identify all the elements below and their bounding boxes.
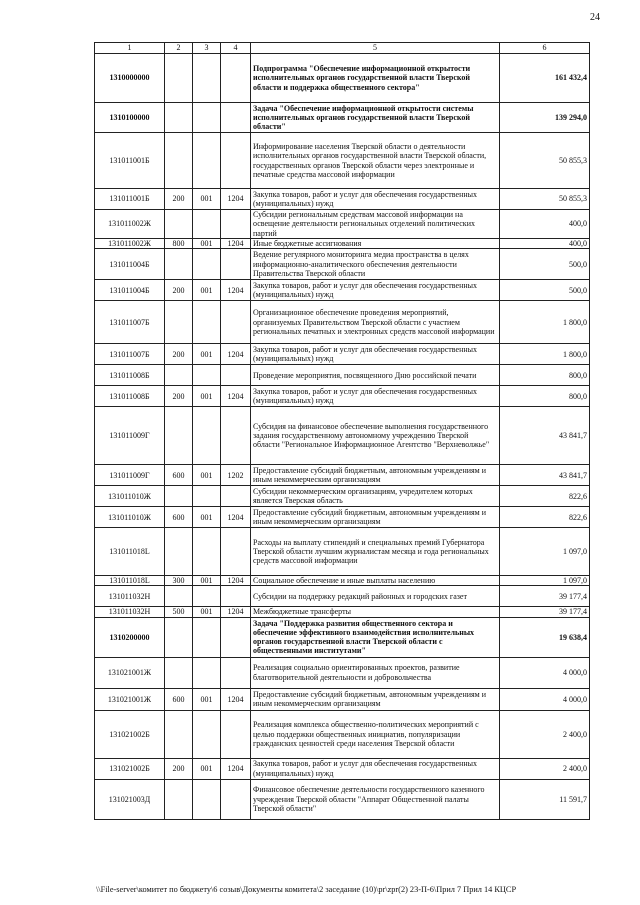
expense-type-cell: 200 [165,758,193,779]
description-cell: Информирование населения Тверской области о деятельности исполнительных органов государственной власти Тверской области, государственных органов Тверской области через электронные и печатные средства массовой информации [251,133,500,189]
kcsr-code-cell: 131011009Г [95,407,165,465]
kcsr-code-cell: 131011001Б [95,133,165,189]
kcsr-code-cell: 131021003Д [95,779,165,819]
table-row [95,133,590,189]
kcsr-code-cell: 131011032Н [95,607,165,617]
department-code-cell [193,133,221,189]
table-row [95,617,590,657]
amount-cell: 1 800,0 [500,301,590,344]
amount-cell: 43 841,7 [500,407,590,465]
section-code-cell: 1204 [221,758,251,779]
kcsr-code-cell: 131011007Б [95,301,165,344]
table-row [95,710,590,758]
section-code-cell [221,617,251,657]
section-code-cell [221,249,251,280]
expense-type-cell [165,133,193,189]
table-row [95,54,590,103]
section-code-cell [221,407,251,465]
description-cell: Задача "Обеспечение информационной открытости системы исполнительных органов государственной власти Тверской области" [251,103,500,133]
department-code-cell [193,301,221,344]
description-cell: Межбюджетные трансферты [251,607,500,617]
description-cell: Закупка товаров, работ и услуг для обеспечения государственных (муниципальных) нужд [251,386,500,407]
expense-type-cell [165,103,193,133]
section-code-cell [221,586,251,607]
table-row [95,249,590,280]
amount-cell: 139 294,0 [500,103,590,133]
amount-cell: 1 097,0 [500,528,590,576]
header-col-4: 4 [221,43,251,54]
department-code-cell [193,657,221,688]
department-code-cell [193,486,221,507]
expense-type-cell [165,710,193,758]
description-cell: Закупка товаров, работ и услуг для обеспечения государственных (муниципальных) нужд [251,280,500,301]
description-cell: Задача "Поддержка развития общественного сектора и обеспечение эффективного взаимодействия исполнительных органов государственной власти Тверской области с общественными институтами" [251,617,500,657]
amount-cell: 1 800,0 [500,344,590,365]
section-code-cell [221,54,251,103]
description-cell: Закупка товаров, работ и услуг для обеспечения государственных (муниципальных) нужд [251,189,500,210]
section-code-cell: 1202 [221,465,251,486]
department-code-cell: 001 [193,507,221,528]
amount-cell: 500,0 [500,280,590,301]
table-row [95,486,590,507]
section-code-cell: 1204 [221,344,251,365]
description-cell: Субсидии региональным средствам массовой информации на освещение деятельности региональных отделений политических партий [251,210,500,239]
kcsr-code-cell: 131011018L [95,528,165,576]
expense-type-cell: 200 [165,386,193,407]
table-row [95,407,590,465]
department-code-cell [193,528,221,576]
kcsr-code-cell: 131021002Б [95,758,165,779]
description-cell: Предоставление субсидий бюджетным, автономным учреждениям и иным некоммерческим организациям [251,507,500,528]
description-cell: Иные бюджетные ассигнования [251,239,500,249]
table-row [95,239,590,249]
section-code-cell [221,486,251,507]
table-row [95,688,590,710]
amount-cell: 500,0 [500,249,590,280]
amount-cell: 39 177,4 [500,607,590,617]
amount-cell: 822,6 [500,486,590,507]
table-row [95,103,590,133]
expense-type-cell [165,210,193,239]
expense-type-cell [165,617,193,657]
amount-cell: 4 000,0 [500,657,590,688]
amount-cell: 822,6 [500,507,590,528]
department-code-cell: 001 [193,758,221,779]
amount-cell: 11 591,7 [500,779,590,819]
table-row [95,189,590,210]
section-code-cell [221,103,251,133]
expense-type-cell: 200 [165,189,193,210]
section-code-cell: 1204 [221,386,251,407]
expense-type-cell: 600 [165,465,193,486]
department-code-cell [193,54,221,103]
kcsr-code-cell: 131021002Б [95,710,165,758]
expense-type-cell [165,779,193,819]
kcsr-code-cell: 131011008Б [95,386,165,407]
expense-type-cell: 800 [165,239,193,249]
description-cell: Подпрограмма "Обеспечение информационной открытости исполнительных органов государственной власти Тверской области и поддержка общественного сектора" [251,54,500,103]
table-row [95,528,590,576]
description-cell: Организационное обеспечение проведения мероприятий, организуемых Правительством Тверской области с участием региональных печатных и электронных средств массовой информации [251,301,500,344]
description-cell: Закупка товаров, работ и услуг для обеспечения государственных (муниципальных) нужд [251,344,500,365]
section-code-cell [221,528,251,576]
section-code-cell: 1204 [221,576,251,586]
amount-cell: 400,0 [500,239,590,249]
expense-type-cell [165,657,193,688]
expense-type-cell [165,486,193,507]
kcsr-code-cell: 131011001Б [95,189,165,210]
kcsr-code-cell: 131011007Б [95,344,165,365]
department-code-cell [193,103,221,133]
department-code-cell [193,365,221,386]
header-col-6: 6 [500,43,590,54]
table-row [95,365,590,386]
amount-cell: 19 638,4 [500,617,590,657]
department-code-cell: 001 [193,607,221,617]
description-cell: Закупка товаров, работ и услуг для обеспечения государственных (муниципальных) нужд [251,758,500,779]
section-code-cell: 1204 [221,688,251,710]
section-code-cell [221,301,251,344]
section-code-cell [221,133,251,189]
amount-cell: 39 177,4 [500,586,590,607]
department-code-cell [193,586,221,607]
amount-cell: 1 097,0 [500,576,590,586]
table-row [95,607,590,617]
department-code-cell: 001 [193,189,221,210]
description-cell: Реализация комплекса общественно-политических мероприятий с целью поддержки общественных инициатив, популяризации гражданских ценностей среди населения Тверской области [251,710,500,758]
section-code-cell: 1204 [221,607,251,617]
department-code-cell: 001 [193,688,221,710]
amount-cell: 50 855,3 [500,133,590,189]
section-code-cell [221,779,251,819]
description-cell: Финансовое обеспечение деятельности государственного казенного учреждения Тверской области "Аппарат Общественной палаты Тверской области" [251,779,500,819]
expense-type-cell [165,528,193,576]
description-cell: Субсидии на поддержку редакций районных и городских газет [251,586,500,607]
header-col-3: 3 [193,43,221,54]
amount-cell: 50 855,3 [500,189,590,210]
expense-type-cell [165,54,193,103]
department-code-cell: 001 [193,239,221,249]
kcsr-code-cell: 131011009Г [95,465,165,486]
department-code-cell: 001 [193,386,221,407]
amount-cell: 161 432,4 [500,54,590,103]
department-code-cell [193,407,221,465]
section-code-cell: 1204 [221,239,251,249]
kcsr-code-cell: 131011010Ж [95,507,165,528]
description-cell: Предоставление субсидий бюджетным, автономным учреждениям и иным некоммерческим организациям [251,688,500,710]
amount-cell: 2 400,0 [500,758,590,779]
department-code-cell: 001 [193,280,221,301]
description-cell: Предоставление субсидий бюджетным, автономным учреждениям и иным некоммерческим организациям [251,465,500,486]
kcsr-code-cell: 131011002Ж [95,210,165,239]
table-header-row [95,43,590,54]
kcsr-code-cell: 131011004Б [95,280,165,301]
department-code-cell [193,617,221,657]
description-cell: Ведение регулярного мониторинга медиа пространства в целях информационно-аналитического обеспечения деятельности Правительства Тверской области [251,249,500,280]
table-row [95,386,590,407]
expense-type-cell [165,407,193,465]
amount-cell: 400,0 [500,210,590,239]
description-cell: Социальное обеспечение и иные выплаты населению [251,576,500,586]
expense-type-cell [165,586,193,607]
kcsr-code-cell: 131021001Ж [95,688,165,710]
kcsr-code-cell: 131011008Б [95,365,165,386]
table-row [95,758,590,779]
table-row [95,280,590,301]
table-row [95,576,590,586]
table-row [95,586,590,607]
section-code-cell: 1204 [221,507,251,528]
amount-cell: 43 841,7 [500,465,590,486]
section-code-cell [221,365,251,386]
table-row [95,657,590,688]
amount-cell: 2 400,0 [500,710,590,758]
section-code-cell [221,210,251,239]
expense-type-cell: 200 [165,280,193,301]
budget-table [94,42,590,820]
kcsr-code-cell: 131011002Ж [95,239,165,249]
page-number: 24 [590,12,600,23]
section-code-cell: 1204 [221,189,251,210]
section-code-cell: 1204 [221,280,251,301]
department-code-cell [193,710,221,758]
expense-type-cell [165,301,193,344]
table-body [95,54,590,820]
table-row [95,344,590,365]
description-cell: Субсидия на финансовое обеспечение выполнения государственного задания государственному автономному учреждению Тверской области "Региональное Информационное Агентство "Верхневолжье" [251,407,500,465]
kcsr-code-cell: 131011018L [95,576,165,586]
kcsr-code-cell: 131011010Ж [95,486,165,507]
header-col-2: 2 [165,43,193,54]
amount-cell: 800,0 [500,386,590,407]
amount-cell: 4 000,0 [500,688,590,710]
footer-file-path: \\File-server\комитет по бюджету\6 созыв\Документы комитета\2 заседание (10)\pr\zpr(2) 23-П-6\Прил 7 Прил 14 КЦСР [96,885,517,894]
kcsr-code-cell: 131021001Ж [95,657,165,688]
kcsr-code-cell: 1310000000 [95,54,165,103]
department-code-cell: 001 [193,344,221,365]
expense-type-cell: 300 [165,576,193,586]
description-cell: Реализация социально ориентированных проектов, развитие благотворительной деятельности и добровольчества [251,657,500,688]
description-cell: Субсидии некоммерческим организациям, учредителем которых является Тверская область [251,486,500,507]
header-col-1: 1 [95,43,165,54]
amount-cell: 800,0 [500,365,590,386]
table-row [95,210,590,239]
department-code-cell: 001 [193,465,221,486]
department-code-cell [193,210,221,239]
expense-type-cell: 200 [165,344,193,365]
expense-type-cell: 500 [165,607,193,617]
department-code-cell: 001 [193,576,221,586]
department-code-cell [193,249,221,280]
table-row [95,301,590,344]
kcsr-code-cell: 1310200000 [95,617,165,657]
kcsr-code-cell: 1310100000 [95,103,165,133]
expense-type-cell: 600 [165,507,193,528]
expense-type-cell: 600 [165,688,193,710]
expense-type-cell [165,249,193,280]
table-row [95,779,590,819]
kcsr-code-cell: 131011004Б [95,249,165,280]
expense-type-cell [165,365,193,386]
description-cell: Проведение мероприятия, посвященного Дню российской печати [251,365,500,386]
department-code-cell [193,779,221,819]
table-row [95,465,590,486]
table-row [95,507,590,528]
section-code-cell [221,657,251,688]
section-code-cell [221,710,251,758]
header-col-5: 5 [251,43,500,54]
description-cell: Расходы на выплату стипендий и специальных премий Губернатора Тверской области лучшим журналистам месяца и года региональных средств массовой информации [251,528,500,576]
kcsr-code-cell: 131011032Н [95,586,165,607]
